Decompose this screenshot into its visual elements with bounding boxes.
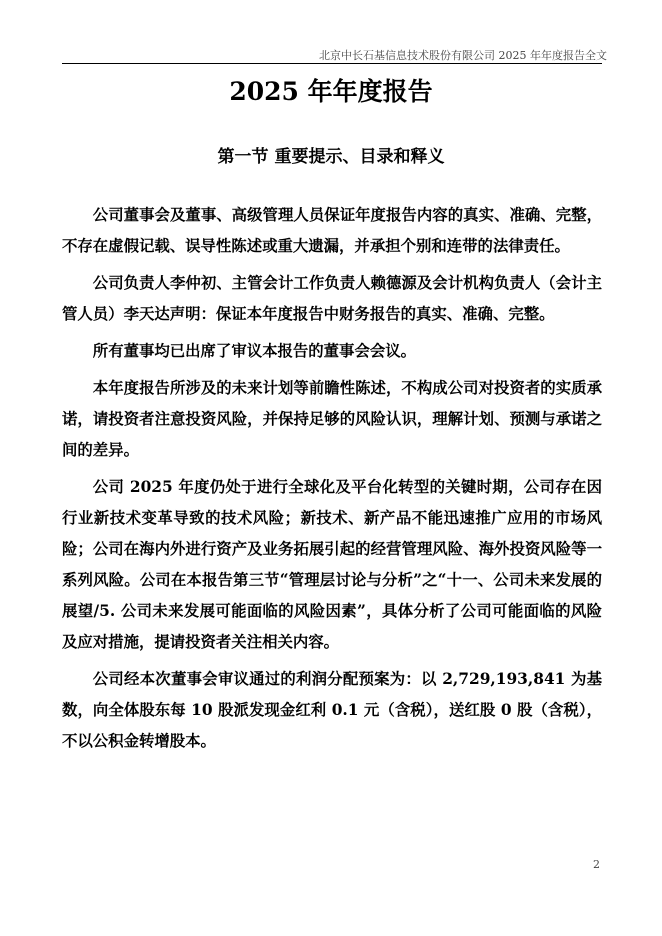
page-number: 2 (593, 858, 600, 871)
paragraph-profit-distribution: 公司经本次董事会审议通过的利润分配预案为：以 2,729,193,841 为基数，向全体股东每 10 股派发现金红利 0.1 元（含税），送红股 0 股（含税），不以公积金转增股本。 (62, 670, 602, 750)
paragraph-risk-factors: 公司 2025 年度仍处于进行全球化及平台化转型的关键时期，公司存在因行业新技术变革导致的技术风险；新技术、新产品不能迅速推广应用的市场风险；公司在海内外进行资产及业务拓展引起的经营管理风险、海外投资风险等一系列风险。公司在本报告第三节“管理层讨论与分析”之“十一、公司未来发展的展望/5. 公司未来发展可能面临的风险因素”，具体分析了公司可能面临的风险及应对措施，提请投资者关注相关内容。 (62, 478, 602, 651)
paragraph-board-guarantee: 公司董事会及董事、高级管理人员保证年度报告内容的真实、准确、完整，不存在虚假记载、误导性陈述或重大遗漏，并承担个别和连带的法律责任。 (62, 206, 602, 255)
report-body (62, 200, 602, 763)
running-header-title: 北京中长石基信息技术股份有限公司 2025 年年度报告全文 (319, 49, 607, 62)
paragraph-forward-looking: 本年度报告所涉及的未来计划等前瞻性陈述，不构成公司对投资者的实质承诺，请投资者注意投资风险，并保持足够的风险认识，理解计划、预测与承诺之间的差异。 (62, 379, 602, 459)
paragraph-directors-attendance: 所有董事均已出席了审议本报告的董事会会议。 (92, 342, 417, 360)
header-divider (62, 63, 602, 64)
section-title: 第一节 重要提示、目录和释义 (217, 147, 445, 167)
paragraph-responsible-persons: 公司负责人李仲初、主管会计工作负责人赖德源及会计机构负责人（会计主管人员）李天达声明：保证本年度报告中财务报告的真实、准确、完整。 (62, 274, 602, 323)
report-title: 2025 年年度报告 (229, 77, 433, 106)
